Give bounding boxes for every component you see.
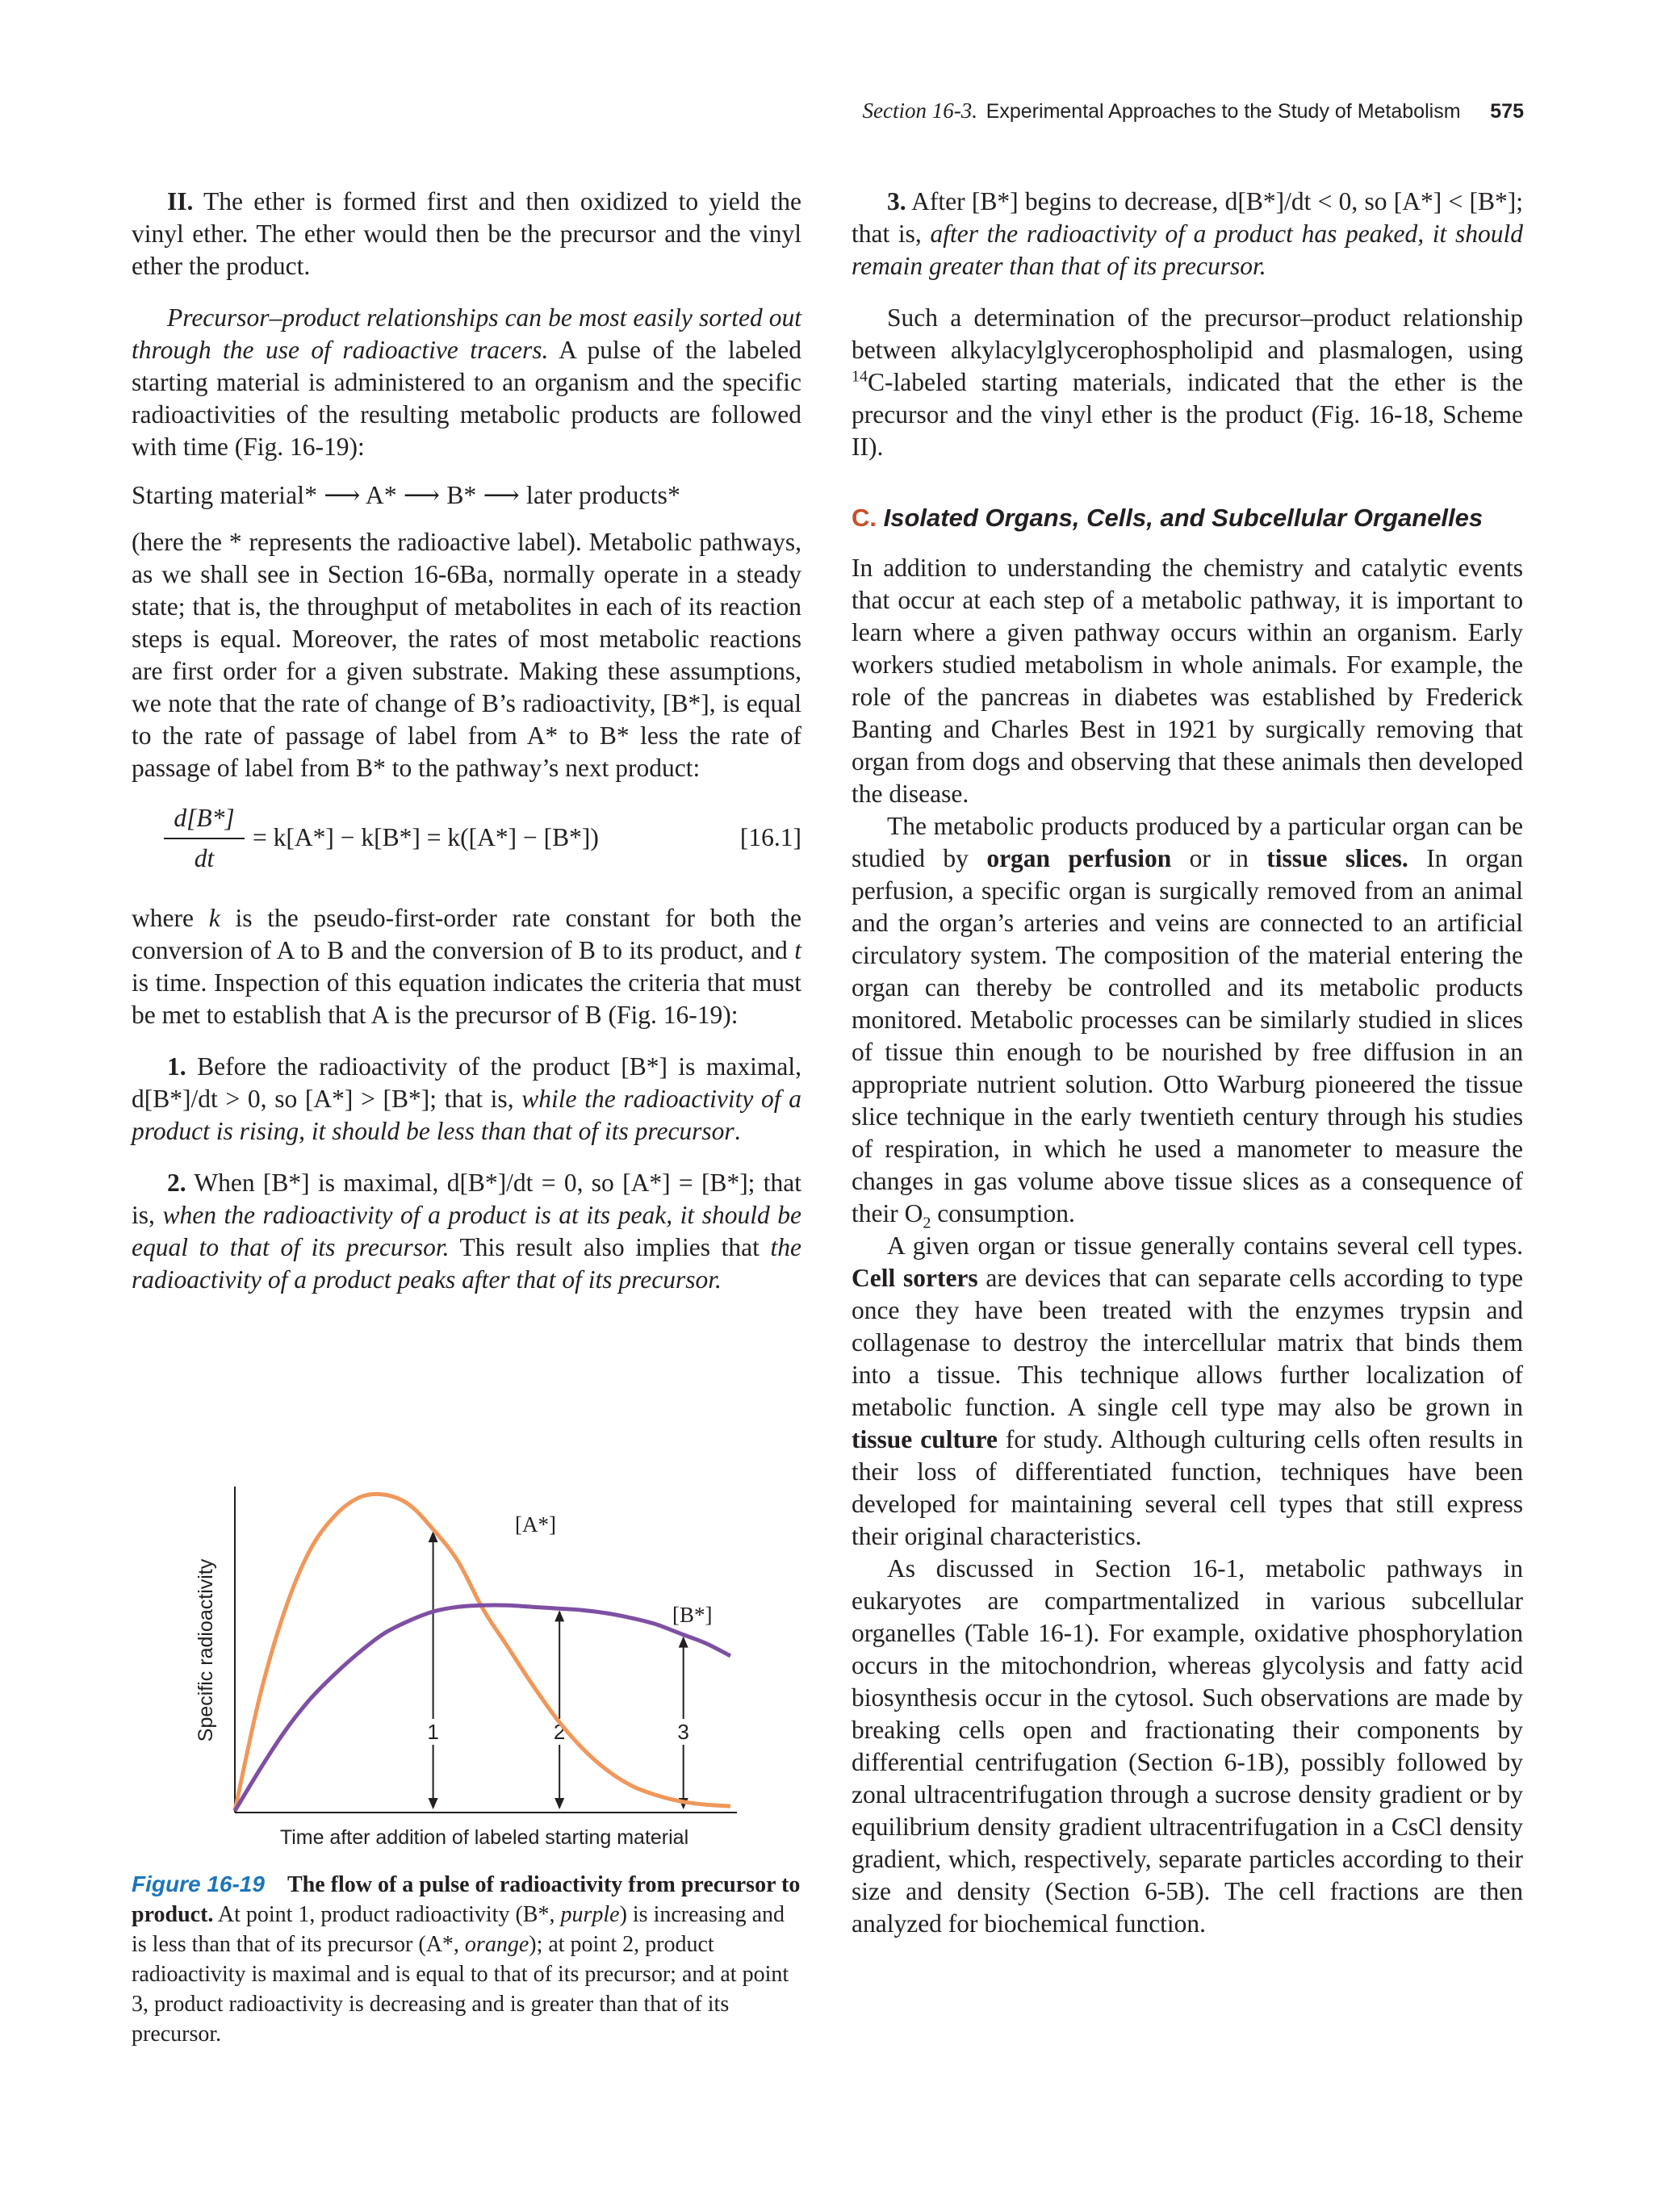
- page-number: 575: [1490, 100, 1524, 123]
- series-label-b: [B*]: [672, 1603, 713, 1627]
- marker-arrowhead-1-down: [429, 1798, 438, 1809]
- steady-state-paragraph: (here the * represents the radioactive label). Metabolic pathways, as we shall see in Section 16-6Ba, normally operate in a steady state; that is, the throughput of metabolites in each of its reaction steps is equal. Moreover, the rates of most metabolic reactions are first order for a given substrate. Making these assumptions, we note that the rate of change of B’s radioactivity, [B*], is equal to the rate of passage of label from A* to B* less the rate of passage of label from B* to the pathway’s next product:: [132, 528, 801, 782]
- header-title: Experimental Approaches to the Study of Metabolism: [986, 100, 1461, 123]
- x-axis-label: Time after addition of labeled starting material: [279, 1826, 689, 1849]
- y-axis-label: Specific radioactivity: [195, 1558, 217, 1742]
- equation-denominator: dt: [194, 844, 215, 872]
- marker-arrowhead-2-down: [554, 1798, 564, 1809]
- criterion-3: 3. After [B*] begins to decrease, d[B*]/dt < 0, so [A*] < [B*]; that is, after the radioactivity of a product has peaked, it should remain greater than that of its precursor.: [852, 187, 1524, 280]
- section-letter: C.: [852, 504, 877, 532]
- series-line-a: [235, 1494, 730, 1811]
- equation-numerator: d[B*]: [164, 802, 245, 839]
- equation-fraction: [164, 802, 245, 875]
- criterion-1: 1. Before the radioactivity of the product [B*] is maximal, d[B*]/dt > 0, so [A*] > [B*]; that is, while the radioactivity of a product is rising, it should be less than that of its precursor.: [132, 1052, 801, 1145]
- flow-equation: Starting material* ⟶ A* ⟶ B* ⟶ later products*: [132, 481, 681, 509]
- where-paragraph: where k is the pseudo-first-order rate constant for both the conversion of A to B and the conversion of B to its product, and t is time. Inspection of this equation indicates the criteria that must be met to establish that A is the precursor of B (Fig. 16-19):: [132, 904, 801, 1029]
- marker-label-3: 3: [677, 1720, 689, 1744]
- intro-paragraph: In addition to understanding the chemistry and catalytic events that occur at each step of a metabolic pathway, it is important to learn where a given pathway occurs within an organism. Early workers studied metabolism in whole animals. For example, the role of the pancreas in diabetes was established by Frederick Banting and Charles Best in 1921 by surgically removing that organ from dogs and observing that these animals then developed the disease.: [852, 554, 1523, 808]
- tracer-paragraph: Precursor–product relationships can be most easily sorted out through the use of radioactive tracers. A pulse of the labeled starting material is administered to an organism and the specific radioactivities of the resulting metabolic products are followed with time (Fig. 16-19):: [132, 303, 802, 461]
- radioactivity-chart: [132, 1477, 801, 1856]
- cell-sorters-paragraph: A given organ or tissue generally contains several cell types. Cell sorters are devices that can separate cells according to type once they have been treated with the enzymes trypsin and collagenase to destroy the intercellular matrix that binds them into a tissue. This technique allows further localization of metabolic function. A single cell type may also be grown in tissue culture for study. Although culturing cells often results in their loss of differentiated function, techniques have been developed for maintaining several cell types that still express their original characteristics.: [852, 1231, 1524, 1550]
- equation-number: [16.1]: [739, 823, 801, 851]
- series-label-a: [A*]: [515, 1512, 556, 1537]
- series-line-b: [235, 1605, 730, 1811]
- compartment-paragraph: As discussed in Section 16-1, metabolic pathways in eukaryotes are compartmentalized in various subcellular organelles (Table 16-1). For example, oxidative phosphorylation occurs in the mitochondrion, whereas glycolysis and fatty acid biosynthesis occur in the cytosol. Such observations are made by breaking cells open and fractionating their components by differential centrifugation (Section 6-1B), possibly followed by zonal ultracentrifugation through a sucrose density gradient or by equilibrium density gradient ultracentrifugation in a CsCl density gradient, which, respectively, separate particles according to their size and density (Section 6-5B). The cell fractions are then analyzed for biochemical function.: [852, 1554, 1523, 1938]
- marker-arrowhead-2-up: [554, 1610, 564, 1621]
- marker-label-1: 1: [427, 1720, 439, 1744]
- equation-rhs: = k[A*] − k[B*] = k([A*] − [B*]): [253, 823, 599, 851]
- figure-16-19: [132, 1477, 801, 1856]
- perfusion-paragraph: The metabolic products produced by a particular organ can be studied by organ perfusion or in tissue slices. In organ perfusion, a specific organ is surgically removed from an animal and the organ’s arteries and veins are connected to an artificial circulatory system. The composition of the material entering the organ can thereby be controlled and its metabolic products monitored. Metabolic processes can be similarly studied in slices of tissue thin enough to be nourished by free diffusion in an appropriate nutrient solution. Otto Warburg pioneered the tissue slice technique in the early twentieth century through his studies of respiration, in which he used a manometer to measure the changes in gas volume above tissue slices as a consequence of their $O_2$ consumption.: [852, 812, 1523, 1232]
- scheme-ii-paragraph: II. The ether is formed first and then oxidized to yield the vinyl ether. The ether would then be the precursor and the vinyl ether the product.: [132, 187, 801, 280]
- marker-label-2: 2: [553, 1720, 566, 1744]
- figure-label: Figure 16-19: [132, 1871, 265, 1896]
- header-section: Section 16-3.: [862, 98, 977, 123]
- section-heading: [852, 502, 1523, 534]
- plasmalogen-paragraph: Such a determination of the precursor–product relationship between alkylacylglycerophospholipid and plasmalogen, using $^{14}$C-labeled starting materials, indicated that the ether is the precursor and the vinyl ether is the product (Fig. 16-18, Scheme II).: [852, 303, 1523, 461]
- section-title: Isolated Organs, Cells, and Subcellular Organelles: [883, 504, 1484, 532]
- figure-title: The flow of a pulse of radioactivity from precursor to product.: [132, 1872, 801, 1927]
- running-header: [862, 98, 1524, 123]
- figure-caption: Figure 16-19 The flow of a pulse of radioactivity from precursor to product. At point 1, product radioactivity (B*, purple) is increasing and is less than that of its precursor (A*, orange); at point 2, product radioactivity is maximal and is equal to that of its precursor; and at point 3, product radioactivity is decreasing and is greater than that of its precursor.: [132, 1871, 801, 2047]
- left-column: [132, 186, 801, 1296]
- criterion-2: 2. When [B*] is maximal, d[B*]/dt = 0, so [A*] = [B*]; that is, when the radioactivity of a product is at its peak, it should be equal to that of its precursor. This result also implies that the radioactivity of a product peaks after that of its precursor.: [132, 1169, 801, 1294]
- right-column: [852, 186, 1523, 1940]
- rate-equation: [132, 802, 801, 883]
